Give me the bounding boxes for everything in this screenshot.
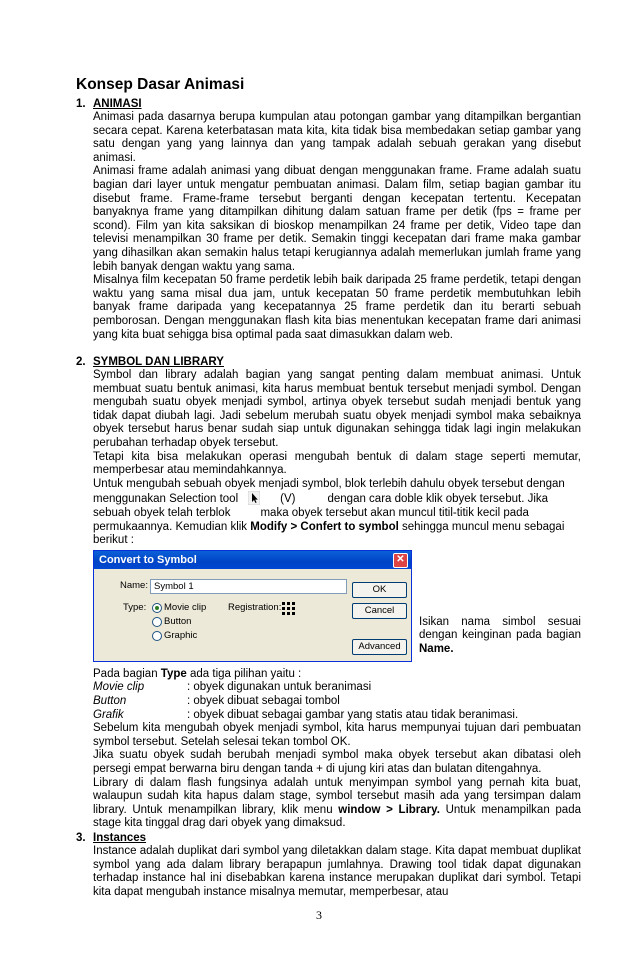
text-emphasis: Type: [160, 667, 187, 680]
advanced-button[interactable]: Advanced: [352, 639, 407, 655]
type-desc: : obyek digunakan untuk beranimasi: [187, 681, 372, 694]
text-fragment: Library di dalam flash fungsinya adalah untuk menyimpan symbol yang pernah kita buat, walaupun sudah kita hapus dalam stage, symbol tersebut masih ada yang tersimpan dalam library. Untuk menampilkan library, klik menu: [93, 776, 581, 816]
text-fragment: sebuah obyek telah terblok: [93, 507, 231, 520]
menu-path: window > Library.: [338, 803, 440, 816]
dialog-caption: [419, 616, 581, 657]
paragraph: Instance adalah duplikat dari symbol yang diletakkan dalam stage. Kita dapat membuat duplikat symbol yang ada dalam library berapapun jumlahnya. Drawing tool tidak dapat digunakan terhadap instance hal ini disebabkan karena instance merupakan duplikat dari symbol. Tetapi kita dapat mengubah instance misalnya memutar, memperbesar, atau: [93, 844, 581, 898]
paragraph: Jika suatu obyek sudah berubah menjadi symbol maka obyek tersebut akan dibatasi oleh persegi empat berwarna biru dengan tanda + di ujung kiri atas dan bulatan ditengahnya.: [93, 749, 581, 775]
text-line: [93, 668, 581, 682]
dialog-figure: [93, 548, 581, 668]
text-line: berikut :: [93, 534, 134, 547]
menu-path: Modify > Confert to symbol: [250, 520, 399, 533]
type-desc: : obyek dibuat sebagai tombol: [187, 695, 340, 707]
text-fragment: maka obyek tersebut akan muncul titil-titik kecil pada: [260, 507, 529, 520]
name-label: Name:: [120, 579, 148, 591]
text-fragment: permukaannya. Kemudian klik: [93, 520, 251, 533]
paragraph: Sebelum kita mengubah obyek menjadi symbol, kita harus mempunyai tujuan dari pembuatan symbol tersebut. Setelah selesai tekan tombol OK.: [93, 722, 581, 748]
document-title: Konsep Dasar Animasi: [76, 76, 245, 93]
dialog-titlebar: [94, 551, 411, 569]
section-number: 2.: [76, 356, 86, 369]
section-heading: Instances: [93, 831, 147, 844]
text-line: [93, 521, 581, 535]
button-radio[interactable]: [152, 617, 162, 627]
text-line: [93, 507, 581, 521]
section-heading: SYMBOL DAN LIBRARY: [93, 356, 224, 369]
text-fragment: sehingga muncul menu sebagai: [398, 520, 565, 533]
text-fragment: ada tiga pilihan yaitu :: [186, 667, 302, 680]
paragraph: Animasi frame adalah animasi yang dibuat dengan menggunakan frame. Frame adalah suatu bagian dari layer untuk mengatur pembuatan animasi. Dalam film, setiap bagian gambar itu disebut frame. Frame-frame tersebut berganti dengan kecepatan tertentu. Kecepatan banyaknya frame yang ditampilkan dihitung dalam satuan frame per detik (fps = frame per scond). Film yan kita saksikan di bioskop menampilkan 24 frame per detik, Video tape dan televisi menampilkan 30 frame per detik. Semakin tinggi kecepatan dari frame maka gambar yang dihasilkan akan semakin halus tetapi kerugiannya adalah memerlukan jumlah frame yang lebih banyak dengan waktu yang sama.: [93, 165, 581, 273]
paragraph: Animasi pada dasarnya berupa kumpulan atau potongan gambar yang ditampilkan bergantian secara cepat. Karena keterbatasan mata kita, kita tidak bisa membedakan setiap gambar yang satu dengan yang yang lainnya dan yang tampak adalah sebuah gerakan yang disebut animasi.: [93, 111, 581, 164]
section-animasi: [76, 97, 581, 342]
ok-button[interactable]: OK: [352, 582, 407, 598]
paragraph: [93, 777, 581, 831]
type-definition: [93, 695, 581, 709]
radio-label: Button: [164, 615, 192, 627]
section-symbol-library: [76, 355, 581, 831]
page-number: 3: [316, 908, 322, 922]
movie-clip-radio[interactable]: [152, 603, 162, 613]
document-page: [76, 76, 581, 899]
type-label: Type:: [123, 601, 147, 613]
selection-tool-icon: [248, 491, 260, 505]
type-desc: : obyek dibuat sebagai gambar yang statis atau tidak beranimasi.: [187, 708, 519, 721]
caption-emphasis: Name.: [419, 643, 454, 655]
paragraph: Misalnya film kecepatan 50 frame perdetik lebih baik daripada 25 frame perdetik, tetapi dengan waktu yang sama misal dua jam, untuk kecepatan 50 frame perdetik membutuhkan lebih banyak frame daripada yang kecepatannya 25 frame perdetik dan itu berarti sebuah pemborosan. Dengan menggunakan flash kita bias menentukan kecepatan frame dari animasi yang kita buat sehigga bisa optimal pada saat dimasukkan dalam web.: [93, 274, 581, 341]
text-fragment: Untuk menampilkan pada stage kita tinggal drag dari obyek yang dimaksud.: [93, 803, 581, 830]
cancel-button[interactable]: Cancel: [352, 603, 407, 619]
type-term: Button: [93, 695, 127, 707]
close-icon[interactable]: ✕: [393, 553, 408, 568]
type-definition: [93, 709, 581, 723]
graphic-radio[interactable]: [152, 631, 162, 641]
text-fragment: (V): [280, 493, 296, 506]
text-fragment: Pada bagian: [93, 667, 161, 680]
section-instances: [76, 831, 581, 899]
section-number: 3.: [76, 831, 86, 844]
name-input[interactable]: Symbol 1: [150, 579, 347, 594]
section-number: 1.: [76, 98, 86, 110]
registration-grid-icon[interactable]: [282, 602, 296, 616]
caption-text: Isikan nama simbol sesuai dengan keinginan pada bagian: [419, 615, 581, 642]
dialog-title: Convert to Symbol: [99, 553, 197, 566]
registration-label: Registration:: [228, 601, 282, 613]
text-line: [93, 491, 581, 507]
type-definition: [93, 681, 581, 695]
radio-label: Movie clip: [164, 601, 207, 613]
paragraph: Symbol dan library adalah bagian yang sangat penting dalam membuat animasi. Untuk membuat suatu bentuk animasi, kita harus membuat bentuk tersebut menjadi symbol. Dengan mengubah suatu obyek menjadi symbol, artinya obyek tersebut sudah menjadi bentuk yang tidak dapat diubah lagi. Jadi sebelum merubah suatu obyek menjadi symbol maka sebaiknya obyek tersebut harus benar sudah siap untuk digunakan sehingga tidak lagi ingin melakukan perubahan terhadap obyek tersebut.: [93, 369, 581, 450]
convert-to-symbol-dialog: [93, 550, 412, 662]
radio-label: Graphic: [164, 629, 198, 641]
type-term: Movie clip: [93, 681, 145, 694]
text-fragment: menggunakan Selection tool: [93, 493, 239, 506]
text-fragment: dengan cara doble klik obyek tersebut. Jika: [327, 493, 549, 506]
text-line: Untuk mengubah sebuah obyek menjadi symbol, blok terlebih dahulu obyek tersebut dengan: [93, 477, 565, 490]
paragraph: Tetapi kita bisa melakukan operasi mengubah bentuk di dalam stage seperti memutar, memperbesar atau memindahkannya.: [93, 450, 581, 477]
section-heading: ANIMASI: [93, 98, 142, 110]
type-term: Grafik: [93, 708, 124, 721]
